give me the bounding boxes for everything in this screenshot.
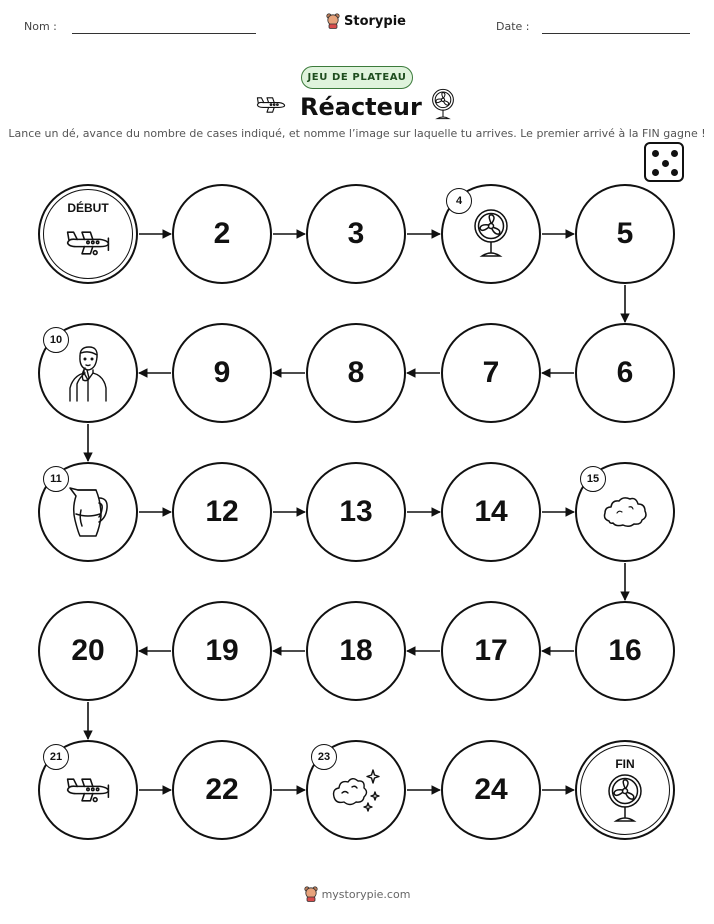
board-cell-18[interactable] xyxy=(306,601,406,701)
date-label: Date : xyxy=(496,20,530,33)
board-cell-10[interactable] xyxy=(38,323,138,423)
board-cell-7[interactable] xyxy=(441,323,541,423)
thinking-man-icon xyxy=(65,344,111,402)
pitcher-icon xyxy=(66,484,110,540)
airplane-icon xyxy=(64,775,112,805)
cell-number: 12 xyxy=(205,495,239,528)
fan-icon xyxy=(605,773,645,825)
board-cell-20[interactable] xyxy=(38,601,138,701)
cell-label: FIN xyxy=(615,757,635,771)
cell-number: 2 xyxy=(213,217,231,250)
cell-number: 17 xyxy=(474,634,508,667)
board-cell-19[interactable] xyxy=(172,601,272,701)
brand-name: Storypie xyxy=(344,13,406,29)
cell-number-badge: 15 xyxy=(580,466,606,492)
cell-number: 14 xyxy=(474,495,508,528)
board-cell-4[interactable] xyxy=(441,184,541,284)
cell-number: 16 xyxy=(608,634,642,667)
board-cell-17[interactable] xyxy=(441,601,541,701)
bear-icon xyxy=(304,886,318,902)
cell-number: 8 xyxy=(347,356,365,389)
cell-number: 13 xyxy=(339,495,373,528)
cell-number: 19 xyxy=(205,634,239,667)
board-cell-12[interactable] xyxy=(172,462,272,562)
board-cell-5[interactable] xyxy=(575,184,675,284)
page-title: Réacteur xyxy=(300,93,422,121)
footer xyxy=(0,886,714,902)
airplane-icon xyxy=(64,228,112,258)
name-label: Nom : xyxy=(24,20,57,33)
board-cell-24[interactable] xyxy=(441,740,541,840)
cell-number-badge: 11 xyxy=(43,466,69,492)
cell-number-badge: 4 xyxy=(446,188,472,214)
cell-number: 7 xyxy=(482,356,500,389)
cell-number: 24 xyxy=(474,773,508,806)
start-cell[interactable] xyxy=(38,184,138,284)
board-cell-13[interactable] xyxy=(306,462,406,562)
board-cell-21[interactable] xyxy=(38,740,138,840)
cloud-icon xyxy=(601,495,649,529)
board-cell-22[interactable] xyxy=(172,740,272,840)
cell-number: 22 xyxy=(205,773,239,806)
board-cell-14[interactable] xyxy=(441,462,541,562)
cell-number-badge: 10 xyxy=(43,327,69,353)
finish-cell[interactable] xyxy=(575,740,675,840)
cell-number-badge: 23 xyxy=(311,744,337,770)
game-type-badge: JEU DE PLATEAU xyxy=(301,66,413,89)
instructions-text: Lance un dé, avance du nombre de cases indiqué, et nomme l’image sur laquelle tu arrives. Le premier arrivé à la FIN gagne ! xyxy=(8,127,706,140)
cell-number: 3 xyxy=(347,217,365,250)
cell-number: 5 xyxy=(616,217,634,250)
board-cell-11[interactable] xyxy=(38,462,138,562)
exhaust-puff-icon xyxy=(330,767,382,813)
cell-number: 6 xyxy=(616,356,634,389)
cell-number: 18 xyxy=(339,634,373,667)
footer-url[interactable]: mystorypie.com xyxy=(321,887,411,901)
cell-label: DÉBUT xyxy=(67,201,109,215)
fan-icon xyxy=(471,208,511,260)
board-cell-23[interactable] xyxy=(306,740,406,840)
board-cell-9[interactable] xyxy=(172,323,272,423)
board-cell-6[interactable] xyxy=(575,323,675,423)
board-cell-15[interactable] xyxy=(575,462,675,562)
board-cell-3[interactable] xyxy=(306,184,406,284)
board-cell-8[interactable] xyxy=(306,323,406,423)
board-cell-2[interactable] xyxy=(172,184,272,284)
board-cell-16[interactable] xyxy=(575,601,675,701)
cell-number-badge: 21 xyxy=(43,744,69,770)
cell-number: 9 xyxy=(213,356,231,389)
cell-number: 20 xyxy=(71,634,105,667)
